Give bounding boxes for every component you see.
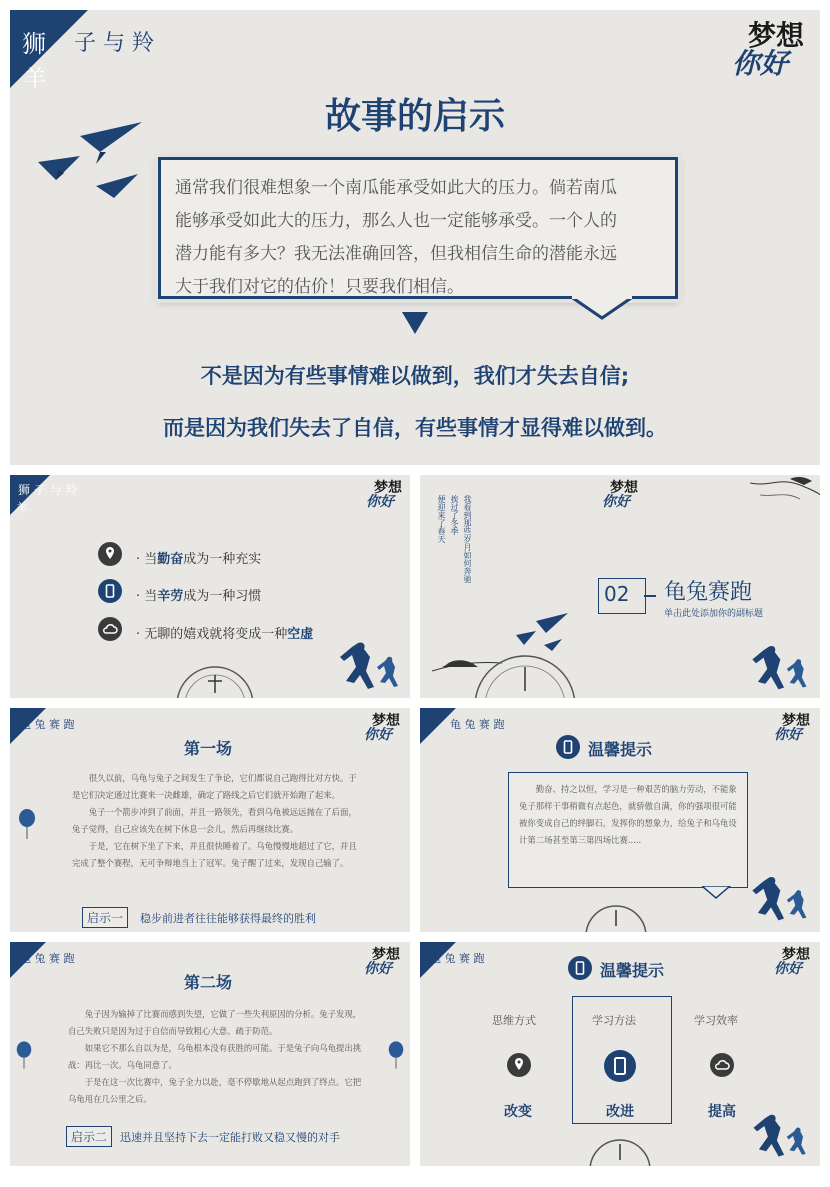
speech-tail bbox=[570, 296, 640, 320]
phone-icon bbox=[604, 1050, 636, 1082]
section-title: 温馨提示 bbox=[588, 740, 653, 759]
tag-text: 子 与 羚 bbox=[74, 31, 154, 56]
quote-line: 通常我们很难想象一个南瓜能承受如此大的压力。倘若南瓜 bbox=[175, 178, 617, 198]
balloon-icon bbox=[16, 808, 38, 840]
speech-tail bbox=[702, 886, 732, 900]
tag-second-line: 羊 bbox=[16, 501, 29, 515]
logo-dream-hello: 梦想 你好 bbox=[602, 480, 638, 510]
slide-6[interactable] bbox=[10, 942, 410, 1166]
column-label: 学习方法 bbox=[592, 1014, 636, 1027]
compass-drawing-icon bbox=[170, 665, 260, 698]
quote-line: 大于我们对它的估价！只要我们相信。 bbox=[175, 277, 464, 297]
story-text: 很久以前，乌龟与兔子之间发生了争论，它们都说自己跑得比对方快。于是它们决定通过比赛来一决雌雄，确定了路线之后它们就开始跑了起来。 兔子一个箭步冲到了前面，并且一路领先，看到乌龟被远远抛在了后面，兔子觉得，自己应该先在树下休息一会儿，然后再继续比赛。 于是，它在树下坐了下来，并且很快睡着了。乌龟慢慢地超过了它，并且完成了整个赛程，无可争辩地当上了冠军。兔子醒了过来，发现自己输了。 bbox=[72, 773, 357, 868]
phone-icon bbox=[556, 735, 580, 759]
statement-line-1: 不是因为有些事情难以做到，我们才失去自信; bbox=[200, 364, 630, 388]
vertical-poem: 便迎来了春天 挨过了冬季 我看到那些岁月如何奔驰 bbox=[437, 495, 472, 583]
story-text: 兔子因为输掉了比赛而感到失望，它做了一些失利原因的分析。兔子发现，自己失败只是因为过于自信而导致粗心大意、疏于防范。 如果它不那么自以为是，乌龟根本没有获胜的可能。于是兔子向乌龟提出挑战：再比一次。乌龟同意了。 于是在这一次比赛中，兔子全力以赴，毫不停歇地从起点跑到了终点。它把乌龟甩在几公里之后。 bbox=[68, 1009, 362, 1104]
tag-text: 龟 兔 赛 跑 bbox=[20, 718, 75, 731]
column-word: 改变 bbox=[504, 1104, 532, 1120]
tag-second-line: 羊 bbox=[24, 67, 47, 92]
section-number: 02 bbox=[604, 582, 630, 606]
paper-planes-icon bbox=[516, 611, 576, 651]
runners-silhouette-icon bbox=[750, 639, 820, 695]
hint-label: 启示一 bbox=[82, 907, 128, 928]
compass-drawing-icon bbox=[580, 1136, 660, 1166]
balloon-icon bbox=[14, 1040, 34, 1070]
list-item: · 当勤奋成为一种充实 bbox=[136, 552, 262, 567]
slide-2[interactable] bbox=[10, 475, 410, 698]
compass-drawing-icon bbox=[470, 651, 580, 698]
arrow-down-icon bbox=[402, 312, 428, 334]
ink-wave-decoration-icon bbox=[750, 475, 820, 515]
compass-drawing-icon bbox=[576, 902, 656, 932]
hint-label: 启示二 bbox=[66, 1126, 112, 1147]
location-pin-icon bbox=[507, 1053, 531, 1077]
column-label: 思维方式 bbox=[492, 1014, 536, 1027]
section-title: 温馨提示 bbox=[600, 961, 665, 980]
logo-dream-hello: 梦想 你好 bbox=[364, 947, 400, 977]
section-title: 龟兔赛跑 bbox=[664, 580, 753, 605]
cloud-icon bbox=[98, 617, 122, 641]
logo-dream-hello: 梦想 你好 bbox=[732, 19, 805, 80]
logo-dream-hello: 梦想 你好 bbox=[366, 480, 402, 510]
slide-3[interactable] bbox=[420, 475, 820, 698]
section-title: 第二场 bbox=[184, 973, 233, 992]
quote-box bbox=[158, 157, 678, 299]
divider bbox=[644, 595, 656, 597]
phone-icon bbox=[568, 956, 592, 980]
runners-silhouette-icon bbox=[750, 870, 820, 926]
cloud-icon bbox=[710, 1053, 734, 1077]
logo-dream-hello: 梦想 你好 bbox=[774, 713, 810, 743]
slide-5[interactable] bbox=[420, 708, 820, 932]
page-title: 故事的启示 bbox=[324, 96, 505, 137]
tip-box: 勤奋、持之以恒，学习是一种艰苦的脑力劳动，不能象兔子那样干事稍微有点起色，就骄傲自满，你的强项很可能被你变成自己的绊脚石，发挥你的想象力，给兔子和乌龟设计第二场甚至第三第四场比赛..... bbox=[508, 772, 748, 888]
logo-dream-hello: 梦想 你好 bbox=[364, 713, 400, 743]
location-pin-icon bbox=[98, 542, 122, 566]
tag-text: 龟 兔 赛 跑 bbox=[450, 718, 505, 731]
hint-text: 迅速并且坚持下去一定能打败又稳又慢的对手 bbox=[120, 1131, 340, 1144]
runners-silhouette-icon bbox=[340, 635, 410, 695]
logo-dream-hello: 梦想 你好 bbox=[774, 947, 810, 977]
quote-line: 能够承受如此大的压力，那么人也一定能够承受。一个人的 bbox=[175, 211, 617, 231]
list-item: · 无聊的嬉戏就将变成一种空虚 bbox=[136, 627, 314, 642]
statement-line-2: 而是因为我们失去了自信，有些事情才显得难以做到。 bbox=[163, 416, 667, 440]
list-item: · 当辛劳成为一种习惯 bbox=[136, 589, 262, 604]
tag-text: 龟 兔 赛 跑 bbox=[430, 952, 485, 965]
slide-7[interactable] bbox=[420, 942, 820, 1166]
section-title: 第一场 bbox=[184, 739, 233, 758]
balloon-icon bbox=[386, 1040, 406, 1070]
column-label: 学习效率 bbox=[694, 1014, 738, 1027]
tag-text: 狮 子 与 羚 bbox=[18, 483, 78, 497]
column-word: 改进 bbox=[606, 1104, 634, 1120]
quote-line: 潜力能有多大？我无法准确回答，但我相信生命的潜能永远 bbox=[175, 244, 617, 264]
slide-4[interactable] bbox=[10, 708, 410, 932]
tag-text: 龟 兔 赛 跑 bbox=[20, 952, 75, 965]
section-subtitle: 单击此处添加你的副标题 bbox=[664, 609, 764, 619]
slide-1[interactable] bbox=[10, 10, 820, 465]
column-word: 提高 bbox=[708, 1104, 736, 1120]
phone-icon bbox=[98, 579, 122, 603]
runners-silhouette-icon bbox=[752, 1108, 818, 1162]
tag-first-char: 狮 bbox=[22, 30, 46, 58]
hint-text: 稳步前进者往往能够获得最终的胜利 bbox=[140, 912, 316, 925]
